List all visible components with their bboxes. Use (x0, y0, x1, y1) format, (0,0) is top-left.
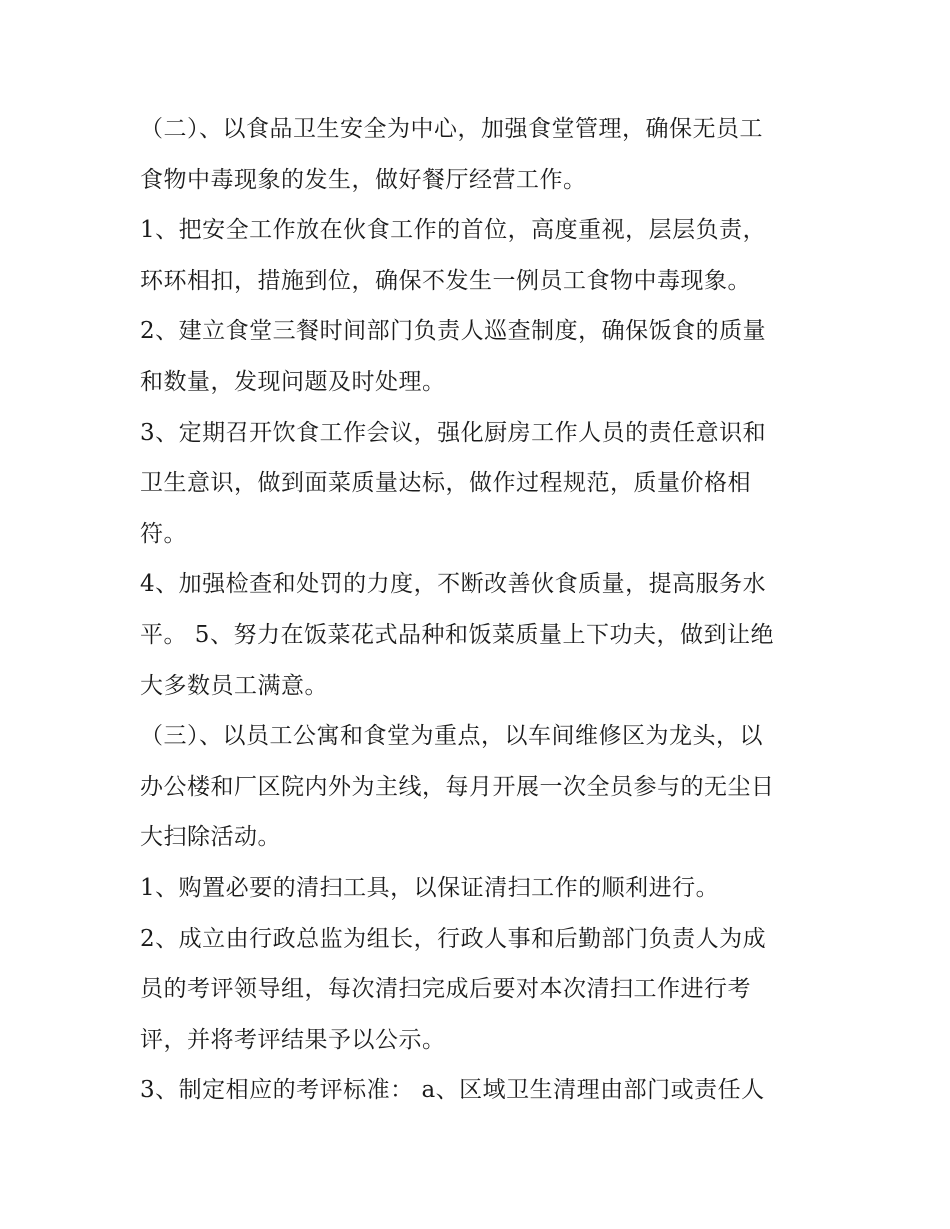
text-line: 办公楼和厂区院内外为主线，每月开展一次全员参与的无尘日 (140, 773, 775, 800)
text-line: 符。 (140, 520, 187, 547)
text-line: 1、把安全工作放在伙食工作的首位，高度重视，层层负责， (140, 217, 767, 244)
text-line: 评，并将考评结果予以公示。 (140, 1026, 446, 1053)
text-line: （三）、以员工公寓和食堂为重点，以车间维修区为龙头，以 (140, 723, 763, 750)
text-line: 3、制定相应的考评标准： a、区域卫生清理由部门或责任人 (140, 1077, 765, 1104)
document-body (140, 104, 820, 1116)
text-line: 平。 5、努力在饭菜花式品种和饭菜质量上下功夫，做到让绝 (140, 621, 774, 648)
text-line: 环环相扣，措施到位，确保不发生一例员工食物中毒现象。 (140, 267, 751, 294)
text-line: 4、加强检查和处罚的力度，不断改善伙食质量，提高服务水 (140, 571, 767, 598)
text-line: 2、成立由行政总监为组长，行政人事和后勤部门负责人为成 (140, 925, 767, 952)
text-line: 食物中毒现象的发生，做好餐厅经营工作。 (140, 166, 587, 193)
text-line: 1、购置必要的清扫工具，以保证清扫工作的顺利进行。 (140, 874, 720, 901)
text-line: （二）、以食品卫生安全为中心，加强食堂管理，确保无员工 (140, 116, 763, 142)
text-line: 和数量，发现问题及时处理。 (140, 368, 446, 395)
text-line: 卫生意识，做到面菜质量达标，做作过程规范，质量价格相 (140, 470, 751, 497)
text-line: 员的考评领导组，每次清扫完成后要对本次清扫工作进行考 (140, 976, 751, 1003)
text-line: 2、建立食堂三餐时间部门负责人巡查制度，确保饭食的质量 (140, 318, 767, 345)
text-line: 大多数员工满意。 (140, 672, 328, 699)
text-line: 3、定期召开饮食工作会议，强化厨房工作人员的责任意识和 (140, 419, 767, 446)
text-line: 大扫除活动。 (140, 824, 281, 851)
